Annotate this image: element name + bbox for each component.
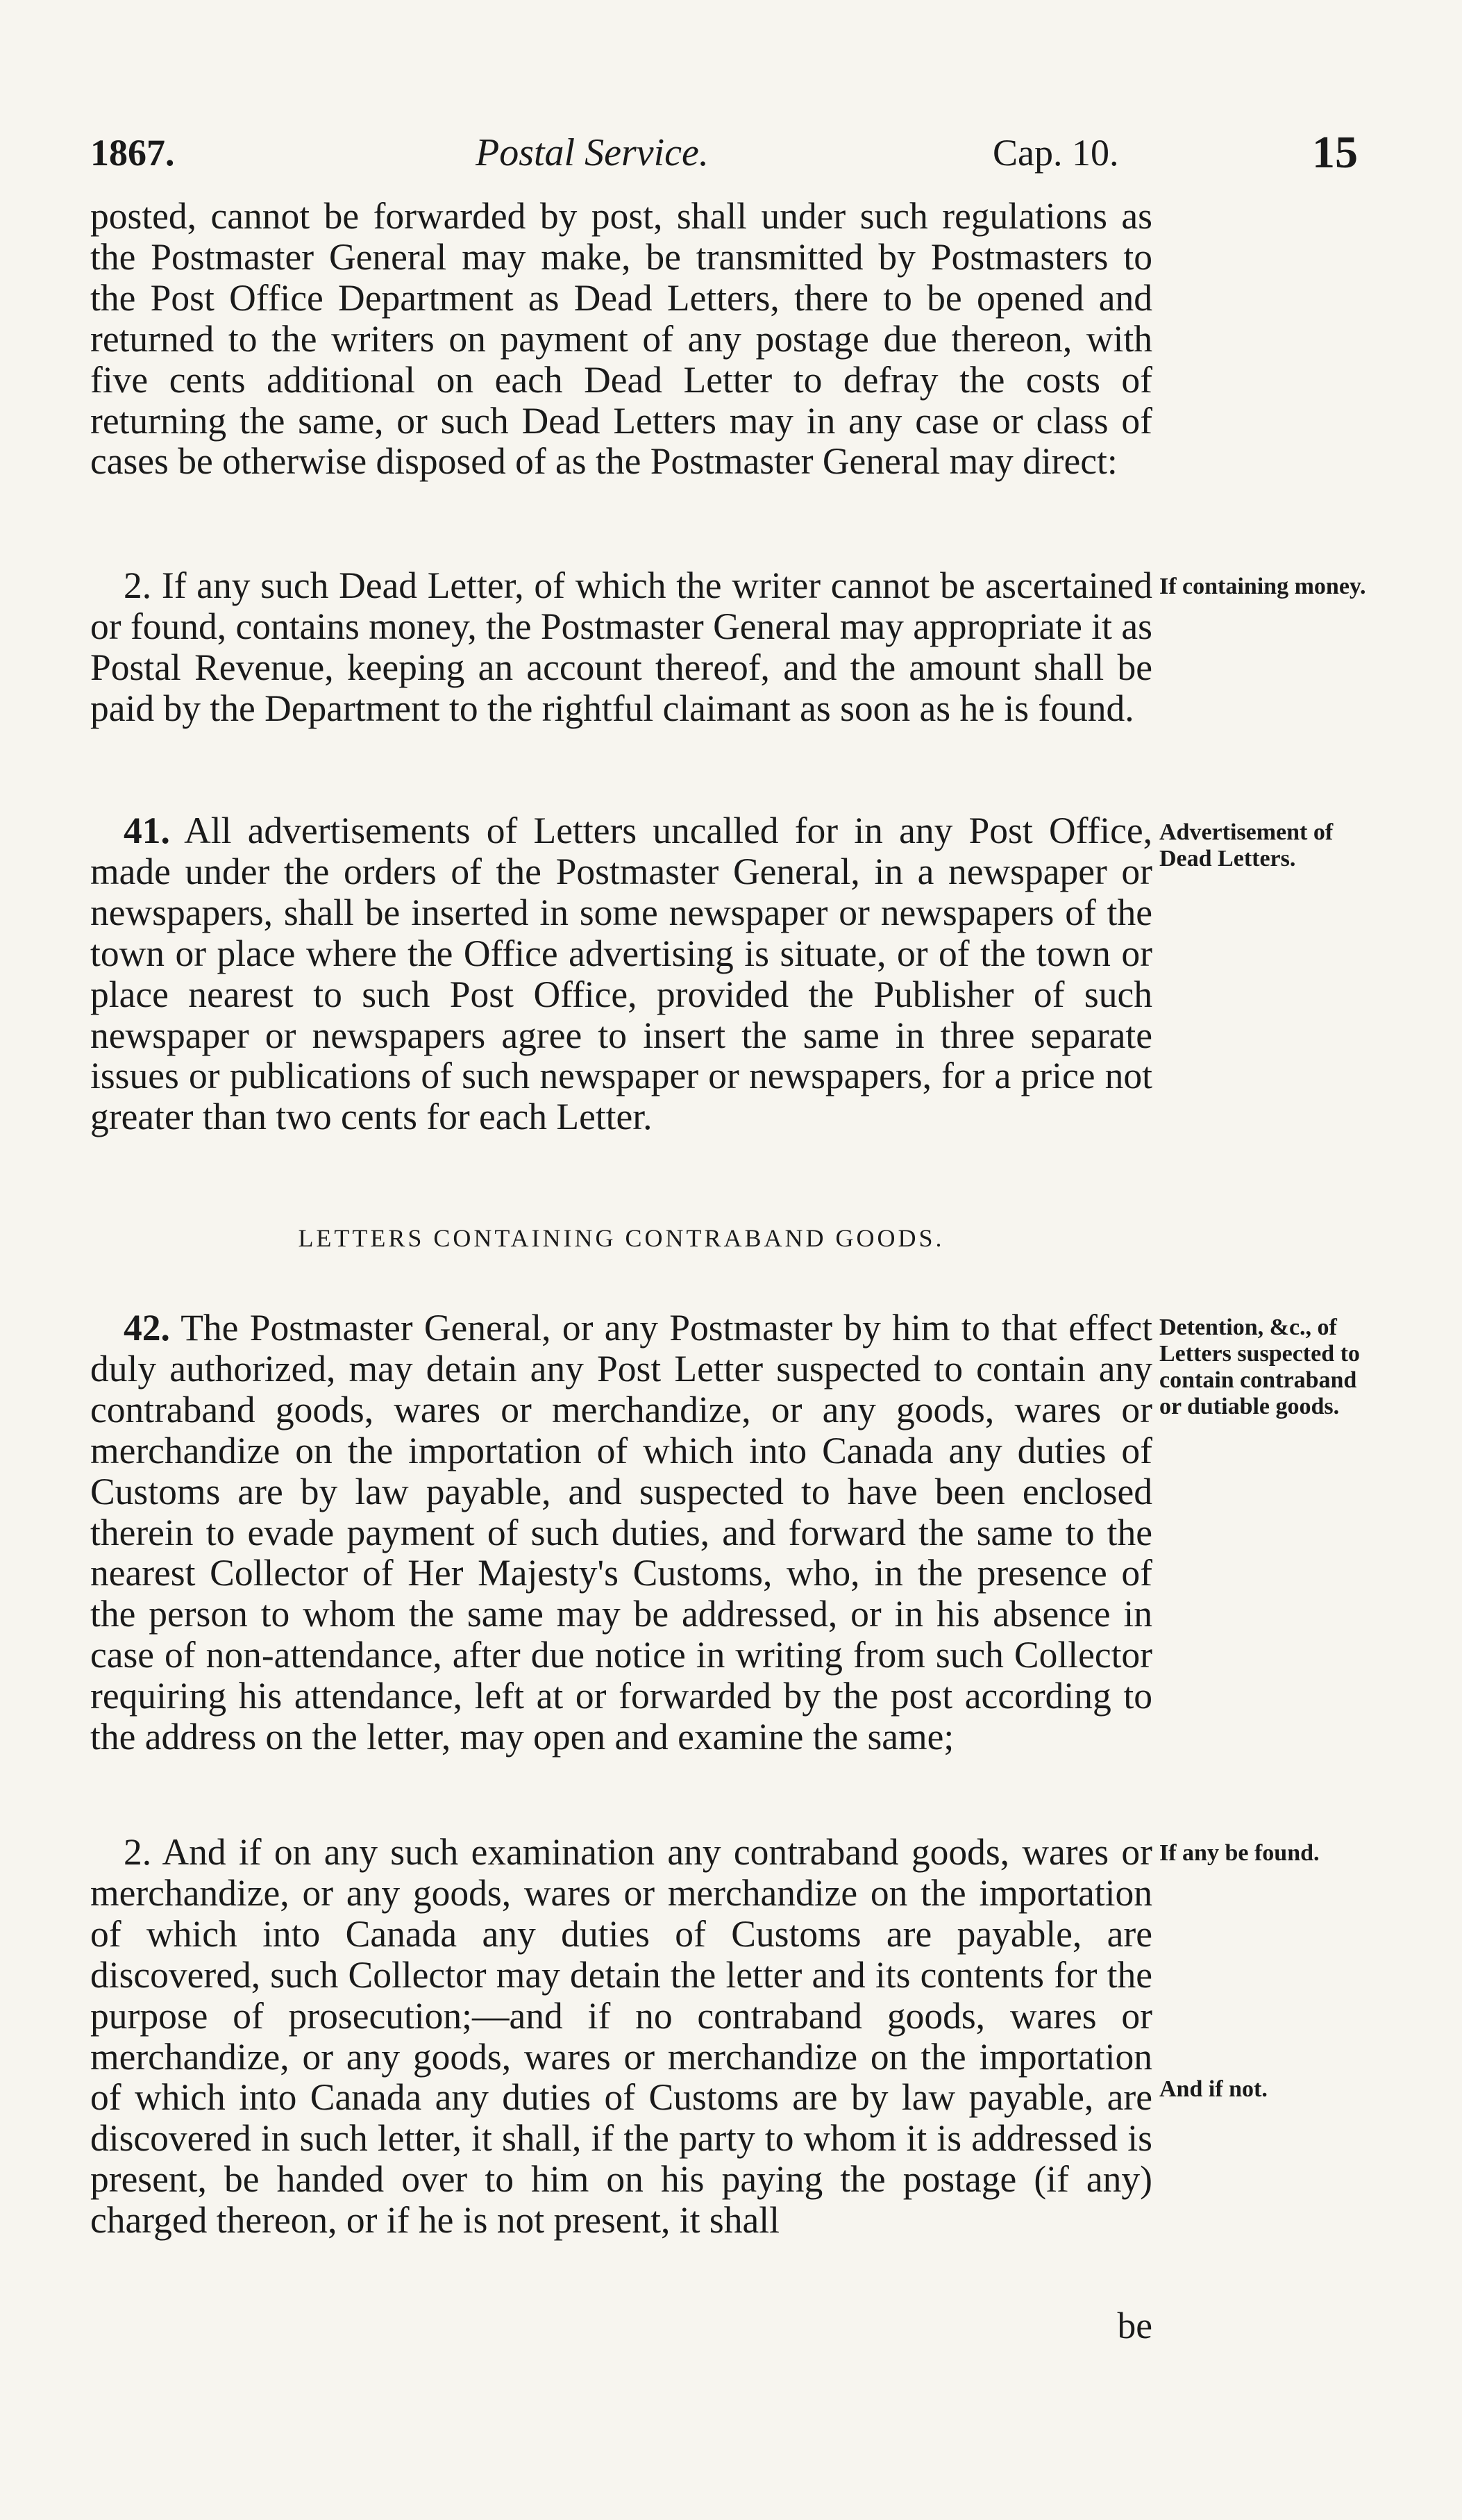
paragraph-section-42 [90,1308,1152,1758]
paragraph-subsection-2-examination [90,1832,1152,2241]
paragraph-text: If any such Dead Letter, of which the writer cannot be ascertained or found, contains money, the Postmaster General may appropriate it as Postal Revenue, keeping an account thereof, and the amount shall be paid by the Department to the rightful claimant as soon as he is found. [90,565,1152,729]
section-number: 41. [124,810,170,851]
catchword: be [1117,2305,1152,2346]
section-number: 42. [124,1307,170,1349]
margin-note-advertisement: Advertisement of Dead Letters. [1159,819,1334,871]
margin-note-if-any-be-found: If any be found. [1159,1840,1320,1866]
page-number: 15 [1312,127,1358,178]
paragraph-text: posted, cannot be forwarded by post, shall under such regulations as the Postmaster General may make, be transmitted by Postmasters to the Post Office Department as Dead Letters, there to be opened and returned to the writers on payment of any postage due thereon, with five cents additional on each Dead Letter to defray the costs of returning the same, or such Dead Letters may in any case or class of cases be otherwise disposed of as the Postmaster General may direct: [90,195,1152,483]
subsection-number: 2. [124,565,152,606]
header-title: Postal Service. [476,131,709,174]
paragraph-subsection-2-dead-letters [90,565,1152,729]
paragraph-text: The Postmaster General, or any Postmaster by him to that effect duly authorized, may detain any Post Letter suspected to contain any contraband goods, wares or merchandize, or any goods, wares or merchandize on the importation of which into Canada any duties of Customs are by law payable, and suspected to have been enclosed therein to evade payment of such duties, and forward the same to the nearest Collector of Her Majesty's Customs, who, in the presence of the person to whom the same may be addressed, or in his absence in case of non-attendance, after due notice in writing from such Collector requiring his attendance, left at or forwarded by the post according to the address on the letter, may open and examine the same; [90,1307,1152,1758]
paragraph-text: All advertisements of Letters uncalled for in any Post Office, made under the orders of the Postmaster General, in a newspaper or newspapers, shall be inserted in some newspaper or newspapers of the town or place where the Office advertising is situate, or of the town or place nearest to such Post Office, provided the Publisher of such newspaper or newspapers agree to insert the same in three separate issues or publications of such newspaper or newspapers, for a price not greater than two cents for each Letter. [90,810,1152,1138]
subsection-number: 2. [124,1831,152,1873]
margin-note-and-if-not: And if not. [1159,2076,1268,2102]
header-year: 1867. [90,132,175,174]
paragraph-text: And if on any such examination any contraband goods, wares or merchandize, or any goods, wares or merchandize on the importation of which into Canada any duties of Customs are payable, are discovered, such Collector may detain the letter and its contents for the purpose of prosecution;—and if no contraband goods, wares or merchandize, or any goods, wares or merchandize on the importation of which into Canada any duties of Customs are by law payable, are discovered in such letter, it shall, if the party to whom it is addressed is present, be handed over to him on his paying the postage (if any) charged thereon, or if he is not present, it shall [90,1831,1152,2242]
paragraph-section-41 [90,810,1152,1137]
section-heading: LETTERS CONTAINING CONTRABAND GOODS. [298,1224,945,1252]
margin-note-if-containing-money: If containing money. [1159,574,1366,599]
paragraph-continuation [90,196,1152,482]
header-chapter: Cap. 10. [993,132,1119,174]
running-header [90,122,1361,184]
margin-note-detention: Detention, &c., of Letters suspected to contain contraband or dutiable goods. [1159,1315,1360,1419]
